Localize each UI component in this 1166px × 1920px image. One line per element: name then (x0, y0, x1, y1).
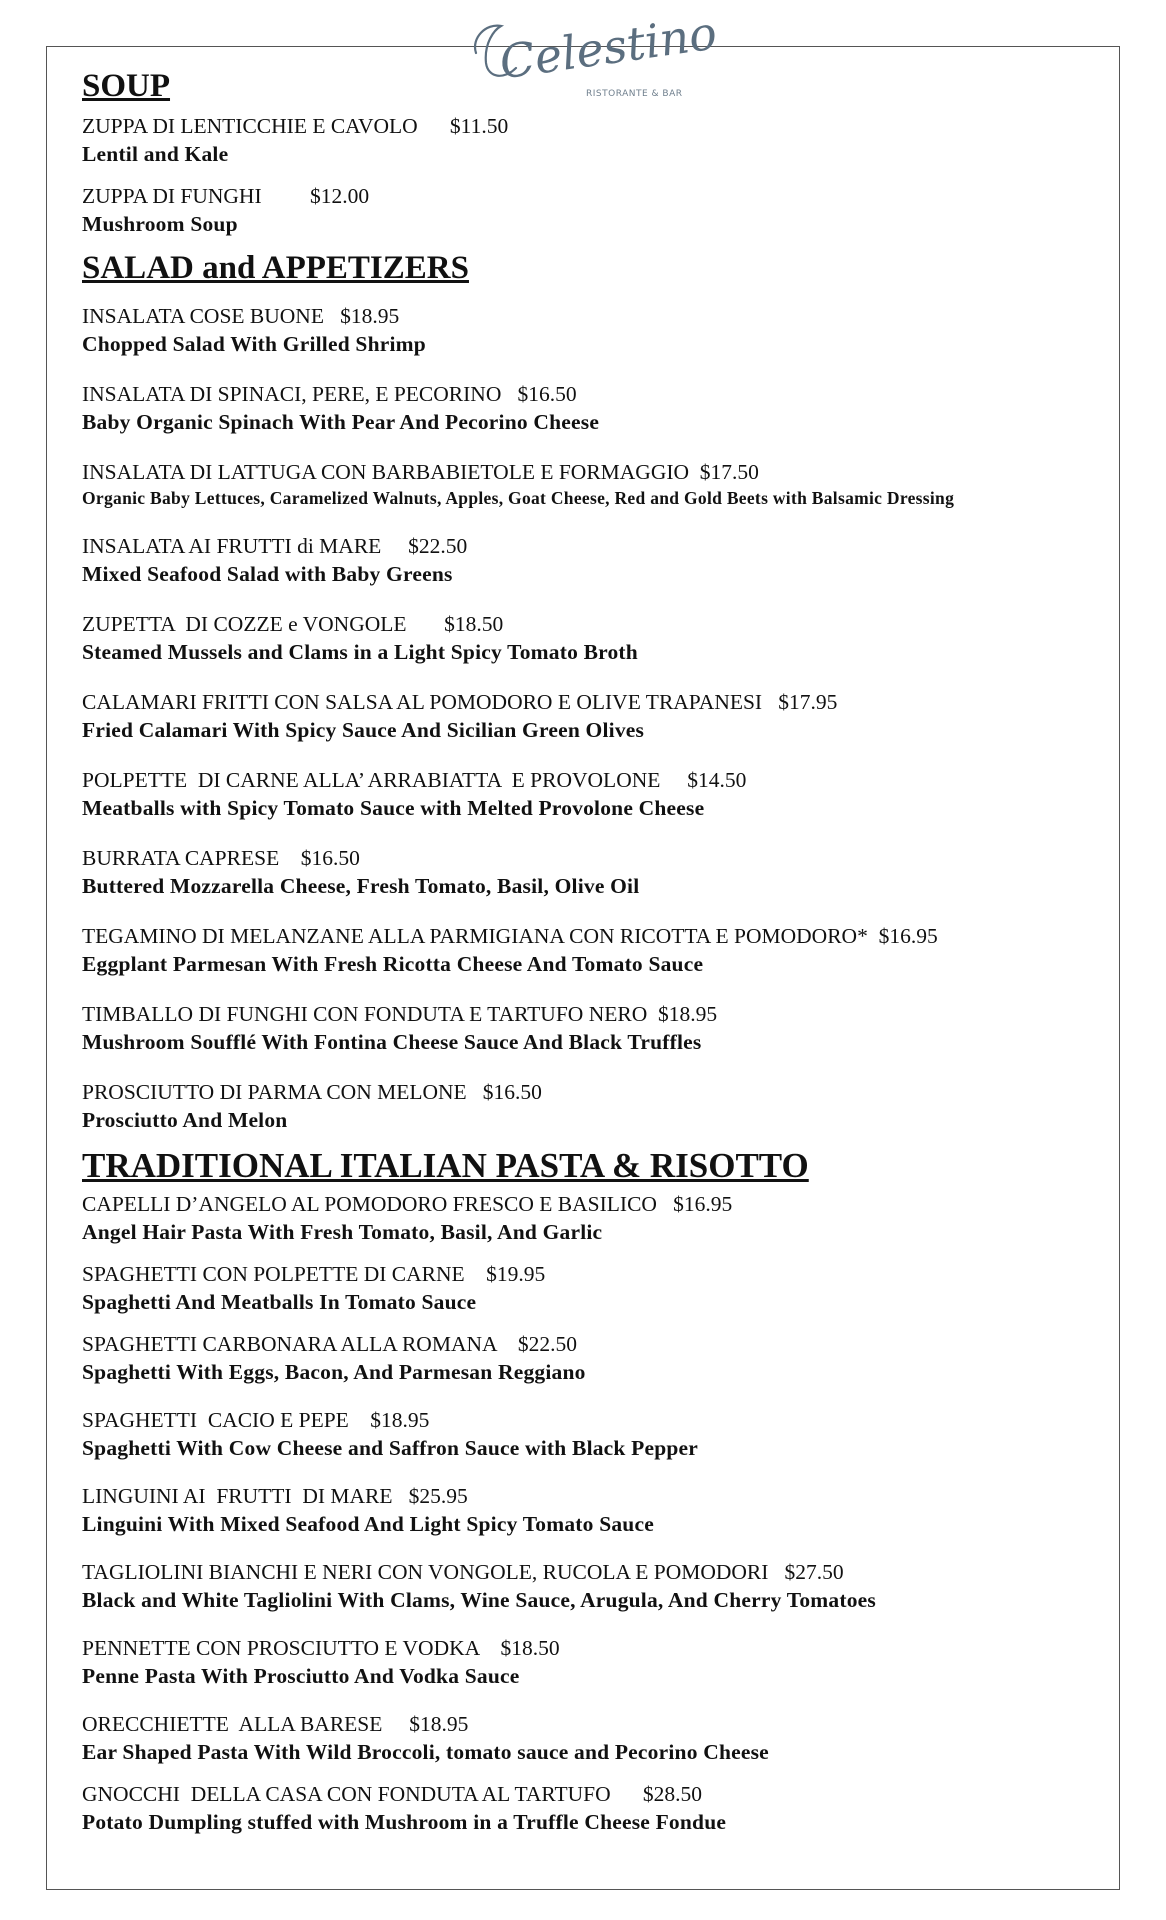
item-name: TEGAMINO DI MELANZANE ALLA PARMIGIANA CON RICOTTA E POMODORO* $16.95 (82, 923, 938, 948)
menu-item (82, 766, 1102, 822)
item-description: Angel Hair Pasta With Fresh Tomato, Basil, And Garlic (82, 1220, 603, 1245)
menu-item (82, 1558, 1102, 1614)
section-title-soup: SOUP (82, 68, 171, 104)
menu-item (82, 112, 1102, 168)
menu-item (82, 1000, 1102, 1056)
menu-item (82, 1190, 1102, 1246)
item-description: Lentil and Kale (82, 141, 229, 166)
menu-item (82, 610, 1102, 666)
menu-item (82, 302, 1102, 358)
item-description: Penne Pasta With Prosciutto And Vodka Sauce (82, 1664, 520, 1689)
menu-item (82, 1780, 1102, 1836)
item-name: TAGLIOLINI BIANCHI E NERI CON VONGOLE, RUCOLA E POMODORI $27.50 (82, 1560, 844, 1585)
section-title-pasta-risotto: TRADITIONAL ITALIAN PASTA & RISOTTO (82, 1145, 809, 1185)
item-name: PENNETTE CON PROSCIUTTO E VODKA $18.50 (82, 1636, 560, 1661)
item-name: GNOCCHI DELLA CASA CON FONDUTA AL TARTUFO $28.50 (82, 1782, 703, 1807)
item-description: Mixed Seafood Salad with Baby Greens (82, 561, 453, 586)
item-name: SPAGHETTI CARBONARA ALLA ROMANA $22.50 (82, 1332, 577, 1357)
item-name: POLPETTE DI CARNE ALLA’ ARRABIATTA E PROVOLONE $14.50 (82, 767, 747, 792)
menu-content (82, 68, 1102, 1836)
item-description: Baby Organic Spinach With Pear And Pecorino Cheese (82, 409, 600, 434)
menu-item (82, 1634, 1102, 1690)
item-name: INSALATA COSE BUONE $18.95 (82, 303, 400, 328)
menu-item (82, 844, 1102, 900)
menu-item (82, 1482, 1102, 1538)
item-description: Chopped Salad With Grilled Shrimp (82, 331, 426, 356)
logo-wordmark: Celestino (496, 5, 721, 90)
item-description: Spaghetti With Cow Cheese and Saffron Sauce with Black Pepper (82, 1436, 699, 1461)
menu-item (82, 380, 1102, 436)
item-name: INSALATA DI SPINACI, PERE, E PECORINO $16.50 (82, 381, 577, 406)
menu-item (82, 1078, 1102, 1134)
item-name: TIMBALLO DI FUNGHI CON FONDUTA E TARTUFO NERO $18.95 (82, 1001, 718, 1026)
item-name: INSALATA DI LATTUGA CON BARBABIETOLE E FORMAGGIO $17.50 (82, 459, 759, 484)
item-name: BURRATA CAPRESE $16.50 (82, 845, 360, 870)
item-name: PROSCIUTTO DI PARMA CON MELONE $16.50 (82, 1079, 542, 1104)
item-description: Ear Shaped Pasta With Wild Broccoli, tomato sauce and Pecorino Cheese (82, 1740, 769, 1765)
menu-item (82, 922, 1102, 978)
item-name: ZUPPA DI LENTICCHIE E CAVOLO $11.50 (82, 113, 509, 138)
item-description: Mushroom Soup (82, 211, 238, 236)
item-name: ORECCHIETTE ALLA BARESE $18.95 (82, 1712, 469, 1737)
item-name: ZUPETTA DI COZZE e VONGOLE $18.50 (82, 611, 504, 636)
menu-item (82, 1330, 1102, 1386)
menu-item (82, 532, 1102, 588)
item-name: ZUPPA DI FUNGHI $12.00 (82, 183, 370, 208)
menu-item (82, 182, 1102, 238)
menu-item (82, 1260, 1102, 1316)
item-description: Spaghetti With Eggs, Bacon, And Parmesan Reggiano (82, 1360, 586, 1385)
item-description: Prosciutto And Melon (82, 1107, 288, 1132)
item-description: Mushroom Soufflé With Fontina Cheese Sauce And Black Truffles (82, 1029, 702, 1054)
logo-subtitle: RISTORANTE & BAR (586, 89, 683, 99)
menu-item (82, 458, 1102, 510)
item-name: CALAMARI FRITTI CON SALSA AL POMODORO E OLIVE TRAPANESI $17.95 (82, 689, 838, 714)
item-name: SPAGHETTI CON POLPETTE DI CARNE $19.95 (82, 1262, 546, 1287)
menu-item (82, 688, 1102, 744)
item-description: Organic Baby Lettuces, Caramelized Walnuts, Apples, Goat Cheese, Red and Gold Beets with Balsamic Dressing (82, 487, 955, 508)
item-name: CAPELLI D’ANGELO AL POMODORO FRESCO E BASILICO $16.95 (82, 1192, 733, 1217)
section-title-salad-appetizers: SALAD and APPETIZERS (82, 249, 469, 286)
menu-item (82, 1710, 1102, 1766)
item-description: Eggplant Parmesan With Fresh Ricotta Cheese And Tomato Sauce (82, 951, 704, 976)
item-description: Black and White Tagliolini With Clams, Wine Sauce, Arugula, And Cherry Tomatoes (82, 1588, 876, 1613)
item-description: Steamed Mussels and Clams in a Light Spicy Tomato Broth (82, 639, 638, 664)
item-name: SPAGHETTI CACIO E PEPE $18.95 (82, 1408, 430, 1433)
item-description: Buttered Mozzarella Cheese, Fresh Tomato, Basil, Olive Oil (82, 873, 640, 898)
item-description: Spaghetti And Meatballs In Tomato Sauce (82, 1290, 477, 1315)
item-description: Linguini With Mixed Seafood And Light Spicy Tomato Sauce (82, 1512, 654, 1537)
item-description: Potato Dumpling stuffed with Mushroom in a Truffle Cheese Fondue (82, 1810, 727, 1835)
item-description: Fried Calamari With Spicy Sauce And Sicilian Green Olives (82, 717, 645, 742)
menu-item (82, 1406, 1102, 1462)
item-name: INSALATA AI FRUTTI di MARE $22.50 (82, 533, 468, 558)
item-name: LINGUINI AI FRUTTI DI MARE $25.95 (82, 1484, 468, 1509)
item-description: Meatballs with Spicy Tomato Sauce with Melted Provolone Cheese (82, 795, 705, 820)
